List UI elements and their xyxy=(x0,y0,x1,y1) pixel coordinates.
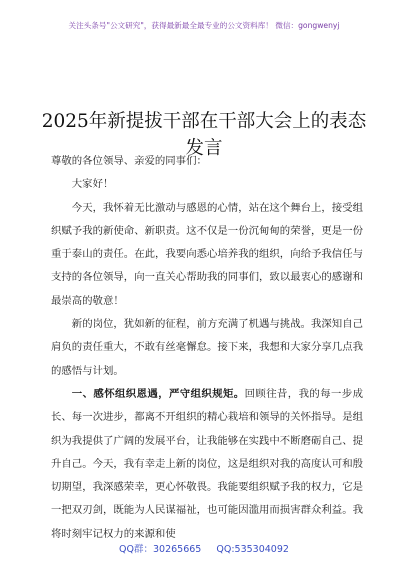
footer-qq-number: QQ:535304092 xyxy=(216,544,289,555)
salutation: 尊敬的各位领导、亲爱的同事们： xyxy=(51,155,207,167)
section-1 xyxy=(51,383,363,546)
section-1-text: 回顾往昔，我的每一步成长、每一次进步，都离不开组织的精心栽培和领导的关怀指导。是组织为我提供了广阔的发展平台，让我能够在实践中不断磨砺自己、提升自己。今天，我有幸走上新的岗位，这是组织对我的高度认可和殷切期望，我深感荣幸，更心怀敬畏。我能要组织赋予我的权力，它是一把双刃剑，既能为人民谋福祉，也可能因滥用而损害群众利益。我将时刻牢记权力的来源和使 xyxy=(51,387,364,540)
paragraph: 新的岗位，犹如新的征程，前方充满了机遇与挑战。我深知自己肩负的责任重大，不敢有丝毫懈怠。接下来，我想和大家分享几点我的感悟与计划。 xyxy=(51,318,363,377)
document-title: 2025年新提拔干部在干部大会上的表态发言 xyxy=(41,111,367,160)
footer-contact xyxy=(0,541,408,555)
section-1-heading: 一、感怀组织恩遇，严守组织规矩。 xyxy=(71,387,245,400)
greeting: 大家好！ xyxy=(71,178,114,191)
footer-qq-group: QQ群：30265665 xyxy=(119,544,202,555)
document-body xyxy=(51,150,363,546)
header-promo-note: 关注头条号"公文研究"，获得最新最全最专业的公文资料库！ 微信：gongwenyj xyxy=(68,21,340,30)
paragraph: 今天，我怀着无比激动与感恩的心情，站在这个舞台上，接受组织赋予我的新使命、新职责。这不仅是一份沉甸甸的荣誉，更是一份重于泰山的责任。在此，我要向悉心培养我的组织，向给予我信任与支持的各位领导，向一直关心帮助我的同事们，致以最衷心的感谢和最崇高的敬意！ xyxy=(51,201,363,307)
